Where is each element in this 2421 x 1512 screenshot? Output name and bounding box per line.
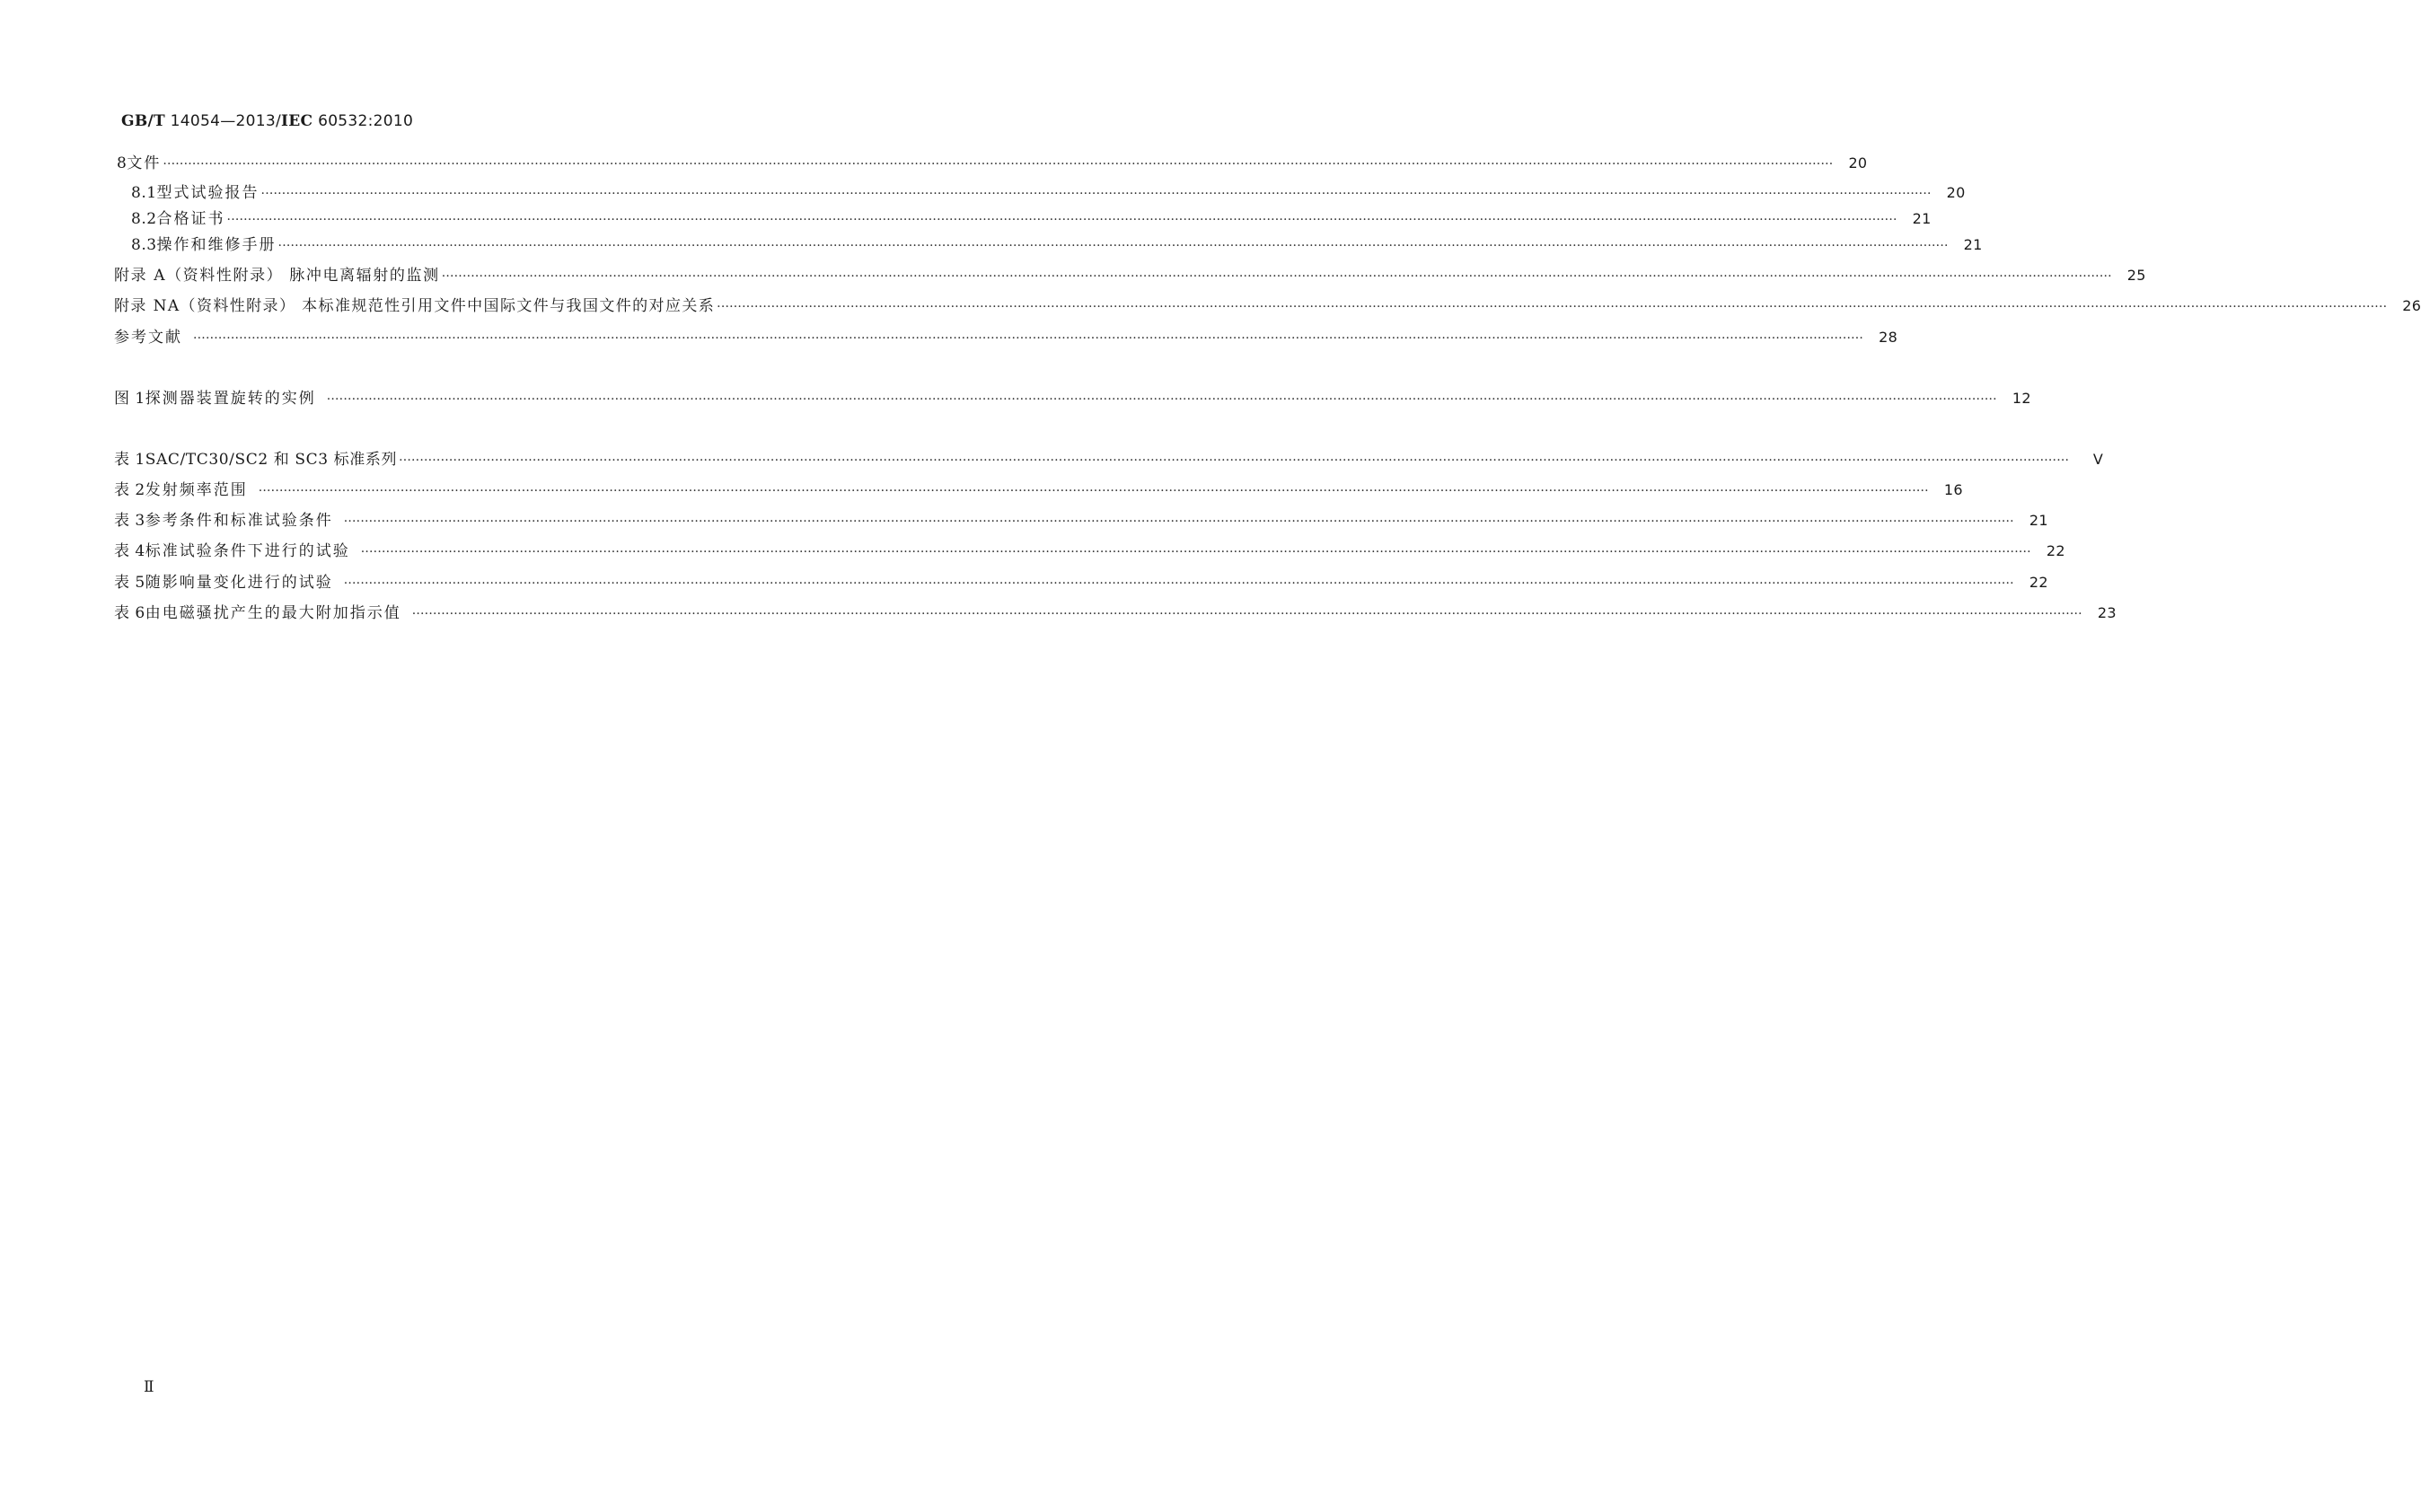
toc-entry-page: 26: [2402, 297, 2421, 314]
dot-leader: ················································································································································································································································································································································································································: [411, 607, 2082, 621]
table-entry-title: 参考条件和标准试验条件: [145, 512, 333, 530]
table-entry-number: 表 4: [114, 542, 145, 560]
dot-leader: ················································································································································································································································································································································································································: [343, 576, 2014, 591]
toc-entry-page: 28: [1879, 329, 1898, 346]
table-entry-title: 标准试验条件下进行的试验: [145, 542, 350, 560]
table-entry-5[interactable]: [114, 571, 2048, 594]
table-entry-number: 表 5: [114, 574, 145, 592]
dot-leader: ················································································································································································································································································································································································································: [260, 187, 1932, 201]
table-entry-page: Ⅴ: [2092, 451, 2104, 468]
toc-entry-page: 21: [1912, 210, 1932, 227]
dot-leader: ················································································································································································································································································································································································································: [277, 239, 1949, 253]
dot-leader: ················································································································································································································································································································································································································: [399, 453, 2070, 468]
iec-number: 60532:2010: [313, 112, 414, 130]
document-header: [121, 112, 413, 130]
toc-entry-page: 21: [1963, 236, 1983, 253]
figure-entry-number: 图 1: [114, 390, 145, 408]
table-entry-4[interactable]: [114, 540, 2065, 563]
figure-entry-1[interactable]: [114, 387, 2031, 410]
dot-leader: ················································································································································································································································································································································································································: [193, 331, 1864, 346]
toc-entry-8-2[interactable]: [131, 207, 1932, 231]
toc-entry-number: 8.3: [131, 236, 157, 254]
table-entry-3[interactable]: [114, 509, 2048, 532]
toc-entry-title: 合格证书: [156, 210, 225, 228]
table-entry-2[interactable]: [114, 479, 1963, 502]
table-entry-number: 表 1: [114, 451, 145, 469]
table-entry-page: 23: [2097, 604, 2117, 621]
table-entry-6[interactable]: [114, 602, 2117, 625]
toc-entry-appendix-na[interactable]: [114, 294, 2421, 318]
dot-leader: ················································································································································································································································································································································································································: [226, 213, 1897, 227]
table-entry-number: 表 6: [114, 604, 145, 622]
toc-entry-8-3[interactable]: [131, 233, 1983, 257]
toc-entry-title: 操作和维修手册: [156, 236, 277, 254]
figure-entry-page: 12: [2012, 390, 2031, 407]
table-entry-title: SAC/TC30/SC2 和 SC3 标准系列: [145, 451, 398, 469]
toc-entry-8-1[interactable]: [131, 181, 1966, 205]
dot-leader: ················································································································································································································································································································································································································: [163, 157, 1834, 171]
table-entry-page: 22: [2046, 542, 2065, 559]
standard-number: 14054—2013/: [164, 112, 282, 130]
table-entry-title: 由电磁骚扰产生的最大附加指示值: [145, 604, 401, 622]
toc-entry-number: 8.2: [131, 210, 157, 228]
toc-entry-title: 参考文献: [114, 329, 182, 347]
toc-entry-references[interactable]: [114, 326, 1898, 349]
iec-code: IEC: [281, 112, 313, 130]
dot-leader: ················································································································································································································································································································································································································: [343, 514, 2014, 529]
toc-entry-page: 20: [1848, 154, 1868, 171]
toc-entry-title: 附录 NA（资料性附录） 本标准规范性引用文件中国际文件与我国文件的对应关系: [114, 297, 716, 315]
figure-entry-title: 探测器装置旋转的实例: [145, 390, 316, 408]
table-entry-number: 表 3: [114, 512, 145, 530]
toc-entry-number: 8.1: [131, 184, 157, 202]
table-entry-title: 发射频率范围: [145, 481, 248, 499]
standard-code: GB/T: [121, 112, 165, 130]
table-entry-page: 16: [1943, 481, 1963, 498]
dot-leader: ················································································································································································································································································································································································································: [441, 269, 2112, 284]
dot-leader: ················································································································································································································································································································································································································: [717, 300, 2388, 314]
table-entry-title: 随影响量变化进行的试验: [145, 574, 333, 592]
toc-entry-title: 附录 A（资料性附录） 脉冲电离辐射的监测: [114, 267, 440, 285]
toc-entry-number: 8: [117, 154, 128, 172]
toc-entry-title: 型式试验报告: [156, 184, 260, 202]
table-entry-1[interactable]: [114, 448, 2104, 471]
toc-entry-appendix-a[interactable]: [114, 264, 2146, 287]
table-entry-number: 表 2: [114, 481, 145, 499]
dot-leader: ················································································································································································································································································································································································································: [258, 484, 1929, 498]
dot-leader: ················································································································································································································································································································································································································: [360, 545, 2031, 559]
toc-entry-8[interactable]: [117, 152, 1868, 175]
toc-entry-page: 20: [1946, 184, 1966, 201]
table-entry-page: 21: [2029, 512, 2048, 529]
dot-leader: ················································································································································································································································································································································································································: [326, 392, 1997, 407]
page-number: Ⅱ: [144, 1378, 154, 1396]
toc-entry-title: 文件: [127, 154, 162, 172]
table-entry-page: 22: [2029, 574, 2048, 591]
toc-entry-page: 25: [2126, 267, 2146, 284]
